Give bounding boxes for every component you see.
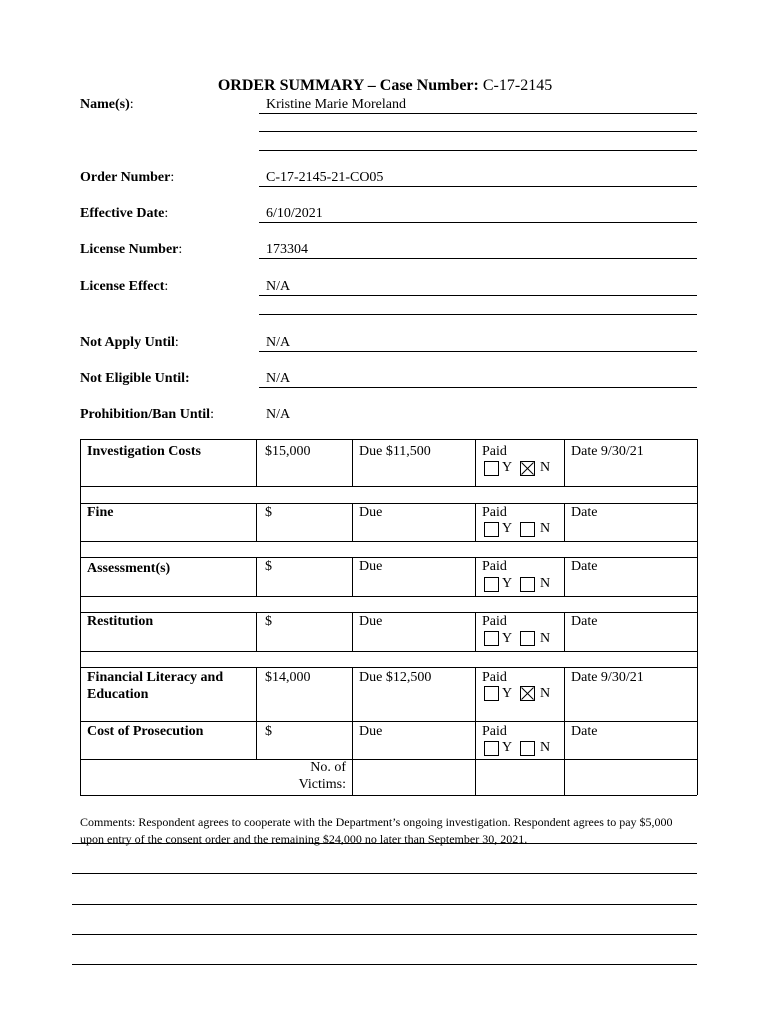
table-line <box>80 503 697 504</box>
comments-line <box>72 934 697 935</box>
paid-no-label: N <box>540 631 551 646</box>
paid-yes-checkbox[interactable] <box>484 577 499 592</box>
table-line <box>80 486 697 487</box>
effective-date-label: Effective Date: <box>80 206 169 221</box>
table-col-line <box>256 557 257 596</box>
table-col-line <box>564 557 565 596</box>
paid-no-label: N <box>540 740 551 755</box>
not-apply-label: Not Apply Until: <box>80 335 179 350</box>
table-line <box>80 612 697 613</box>
table-col-line <box>352 557 353 596</box>
table-col-line <box>256 439 257 486</box>
comments-line <box>72 904 697 905</box>
row-due: Due $12,500 <box>359 670 432 685</box>
table-col-line <box>564 612 565 651</box>
comments-line <box>72 873 697 874</box>
row-date: Date <box>571 724 598 739</box>
row-amount: $ <box>265 614 272 629</box>
paid-yes-label: Y <box>502 521 513 536</box>
row-date: Date 9/30/21 <box>571 444 644 459</box>
table-border-right <box>697 439 698 795</box>
case-number: C-17-2145 <box>482 77 553 94</box>
paid-no-checkbox[interactable] <box>520 461 535 476</box>
paid-no-checkbox[interactable] <box>520 522 535 537</box>
table-col-line <box>475 667 476 795</box>
row-amount: $ <box>265 724 272 739</box>
not-eligible-underline <box>259 387 697 388</box>
table-col-line <box>352 667 353 795</box>
row-amount: $ <box>265 559 272 574</box>
table-line <box>80 596 697 597</box>
table-col-line <box>475 612 476 651</box>
row-due: Due <box>359 724 383 739</box>
table-col-line <box>564 503 565 541</box>
prohibition-label: Prohibition/Ban Until: <box>80 407 214 422</box>
table-col-line <box>564 667 565 795</box>
paid-yes-label: Y <box>502 460 513 475</box>
license-effect-underline-1 <box>259 295 697 296</box>
paid-no-checkbox[interactable] <box>520 686 535 701</box>
paid-yes-checkbox[interactable] <box>484 686 499 701</box>
license-effect-value: N/A <box>266 279 291 294</box>
row-due: Due $11,500 <box>359 444 431 459</box>
paid-yes-label: Y <box>502 740 513 755</box>
row-name-investigation-costs: Investigation Costs <box>87 444 201 459</box>
table-col-line <box>352 503 353 541</box>
paid-no-label: N <box>540 460 551 475</box>
not-eligible-value: N/A <box>266 371 291 386</box>
table-border-top <box>80 439 697 440</box>
paid-yes-checkbox[interactable] <box>484 461 499 476</box>
paid-yes-checkbox[interactable] <box>484 522 499 537</box>
names-underline-1 <box>259 113 697 114</box>
table-col-line <box>564 439 565 486</box>
paid-label: Paid <box>482 559 507 574</box>
table-col-line <box>475 503 476 541</box>
table-border-left <box>80 439 81 795</box>
table-line <box>80 667 697 668</box>
license-number-value: 173304 <box>266 242 308 257</box>
table-line <box>80 721 697 722</box>
comments-text: Comments: Respondent agrees to cooperate with the Department’s ongoing investigation. Respondent agrees to pay $5,000 upon entry of the consent order and the remaining $24,000 no later than September 30, 2021. <box>80 815 673 846</box>
license-effect-underline-2 <box>259 314 697 315</box>
license-number-underline <box>259 258 697 259</box>
table-col-line <box>256 667 257 759</box>
license-number-label: License Number: <box>80 242 183 257</box>
paid-label: Paid <box>482 670 507 685</box>
row-name-financial-literacy: Financial Literacy and <box>87 670 224 685</box>
row-name-assessments: Assessment(s) <box>87 561 171 576</box>
paid-yes-label: Y <box>502 631 513 646</box>
row-due: Due <box>359 614 383 629</box>
order-number-label: Order Number: <box>80 170 175 185</box>
row-name-restitution: Restitution <box>87 614 154 629</box>
row-amount: $ <box>265 505 272 520</box>
paid-no-label: N <box>540 576 551 591</box>
row-due: Due <box>359 559 383 574</box>
paid-label: Paid <box>482 444 507 459</box>
table-col-line <box>352 439 353 486</box>
row-date: Date <box>571 559 598 574</box>
victims-label-line2: Victims: <box>298 777 346 792</box>
paid-no-checkbox[interactable] <box>520 741 535 756</box>
row-date: Date <box>571 614 598 629</box>
table-line <box>80 759 697 760</box>
paid-yes-label: Y <box>502 576 513 591</box>
paid-yes-label: Y <box>502 686 513 701</box>
names-underline-3 <box>259 150 697 151</box>
row-name-fine: Fine <box>87 505 114 520</box>
table-col-line <box>256 503 257 541</box>
order-number-value: C-17-2145-21-CO05 <box>266 170 384 185</box>
not-apply-value: N/A <box>266 335 291 350</box>
license-effect-label: License Effect: <box>80 279 169 294</box>
paid-yes-checkbox[interactable] <box>484 741 499 756</box>
paid-no-checkbox[interactable] <box>520 631 535 646</box>
table-col-line <box>475 439 476 486</box>
row-amount: $14,000 <box>265 670 311 685</box>
title-label: ORDER SUMMARY – Case Number: <box>217 77 479 94</box>
table-col-line <box>256 612 257 651</box>
row-due: Due <box>359 505 383 520</box>
not-apply-underline <box>259 351 697 352</box>
table-line <box>80 541 697 542</box>
effective-date-underline <box>259 222 697 223</box>
names-value: Kristine Marie Moreland <box>266 97 406 112</box>
page-title <box>0 77 770 95</box>
names-label: Name(s): <box>80 97 134 112</box>
row-name-financial-literacy-line2: Education <box>87 687 149 702</box>
order-number-underline <box>259 186 697 187</box>
names-underline-2 <box>259 131 697 132</box>
table-line <box>80 557 697 558</box>
victims-label-line1: No. of <box>310 760 346 775</box>
paid-label: Paid <box>482 505 507 520</box>
table-line <box>80 651 697 652</box>
comments-line <box>72 964 697 965</box>
paid-yes-checkbox[interactable] <box>484 631 499 646</box>
prohibition-value: N/A <box>266 407 291 422</box>
row-date: Date 9/30/21 <box>571 670 644 685</box>
paid-no-label: N <box>540 686 551 701</box>
row-name-cost-of-prosecution: Cost of Prosecution <box>87 724 204 739</box>
table-col-line <box>352 612 353 651</box>
paid-label: Paid <box>482 724 507 739</box>
row-date: Date <box>571 505 598 520</box>
paid-no-label: N <box>540 521 551 536</box>
table-border-bottom <box>80 795 697 796</box>
not-eligible-label: Not Eligible Until: <box>80 371 190 386</box>
paid-no-checkbox[interactable] <box>520 577 535 592</box>
effective-date-value: 6/10/2021 <box>266 206 323 221</box>
table-col-line <box>475 557 476 596</box>
paid-label: Paid <box>482 614 507 629</box>
comments-line <box>72 843 697 844</box>
row-amount: $15,000 <box>265 444 311 459</box>
